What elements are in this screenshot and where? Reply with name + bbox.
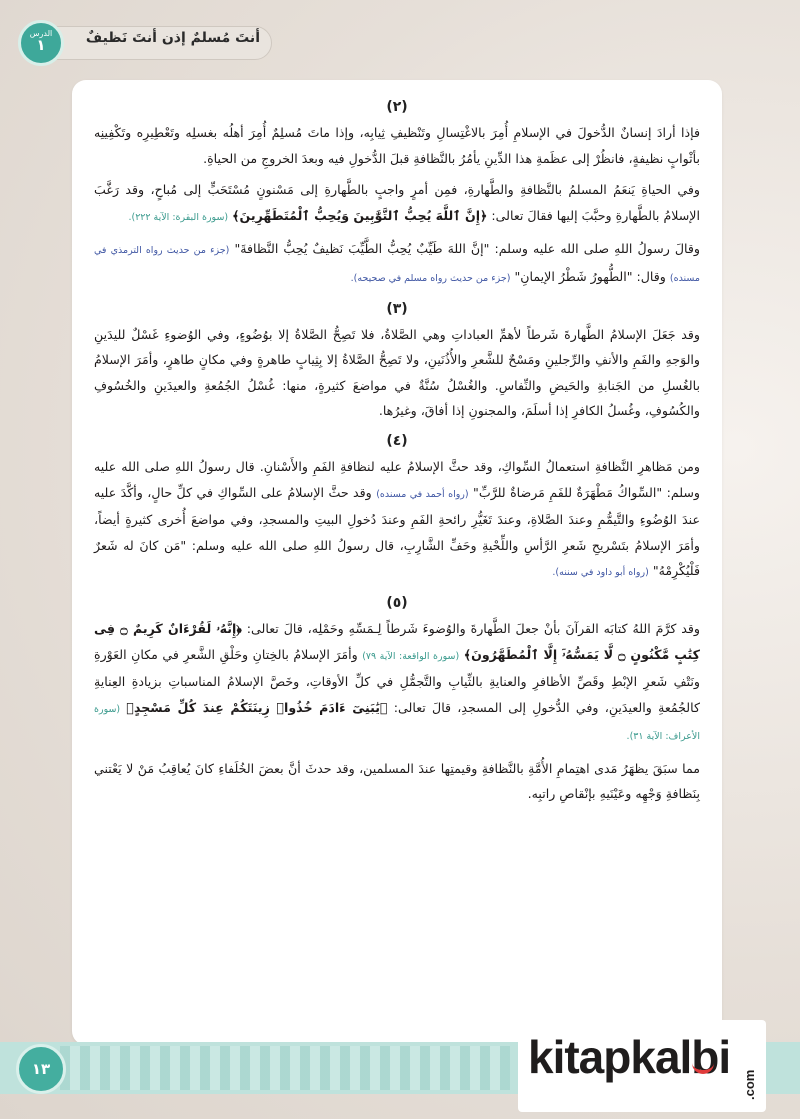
paragraph: وفي الحياةِ يَنعَمُ المسلمُ بالنَّظافةِ والطَّهارةِ، فمِن أمرٍ واجبٍ بالطَّهارةِ إلى مَسْنونٍ مُسْتَحَبٍّ إلى مُباحٍ، وقد رَغَّبَ الإسلامُ بالطَّهارةِ وحبَّبَ إليها فقالَ تعالى: ﴿إِنَّ ٱللَّهَ يُحِبُّ ٱلتَّوَّٰبِينَ وَيُحِبُّ ٱلْمُتَطَهِّرِينَ﴾ (سورة البقرة: الآية ٢٢٢).: [94, 182, 700, 223]
paragraph: مما سبَقَ يظهَرُ مَدى اهتِمامِ الأُمَّةِ بالنَّظافةِ وقيمتِها عندَ المسلمين، وقد حدثَ أنَّ بعضَ الخُلَفاءِ كانَ يُعاقِبُ مَنْ لا يَعْتني بِنَظافةِ وَجْهِه وعَيْنَيهِ بإنْقاصِ راتبِه.: [94, 760, 700, 802]
section-number: (٣): [386, 300, 408, 317]
paragraph: وقد جَعَلَ الإسلامُ الطَّهارةَ شَرطاً لأهمِّ العباداتِ وهي الصَّلاةُ، فلا تَصِحُّ الصَّلاةُ إلا بوُضُوءٍ، وفي الوُضوءِ غَسْلٌ لليدَينِ والوَجهِ والفَمِ والأنفِ والرِّجلينِ ومَسْحٌ للشَّعرِ والأُذُنَينِ، ولا تَصِحُّ الصَّلاةُ إلا بِثِيابٍ طاهرةٍ وفي مكانٍ طاهرٍ، وأمَرَ الإسلامُ بالغُسلِ من الجَنابةِ والحَيضِ والنِّفاسِ. والغُسْلُ سُنَّةٌ في مواضعَ كثيرةٍ، منها: غُسْلُ الجُمُعةِ والعيدَينِ والخُسُوفِ والكُسُوفِ، وغُسلُ الكافرِ إذا أسلَمَ، والمجنونِ إذا أفاقَ، وغيرُها.: [94, 326, 700, 419]
section-number: (٥): [386, 594, 408, 611]
lesson-title: أنتَ مُسلمٌ إذن أنتَ نَظيفٌ: [85, 30, 260, 46]
hadith-citation: (جزء من حديث رواه مسلم في صحيحه).: [350, 272, 511, 284]
page-number: ١٣: [16, 1044, 66, 1094]
lesson-label: الدرس: [29, 29, 53, 38]
verse-reference: (سورة الأعراف: الآية ٣١).: [94, 703, 700, 743]
footer-ornament: [60, 1046, 510, 1090]
paragraph: وقد كرَّمَ اللهُ كتابَه القرآنَ بأنْ جعلَ الطَّهارةَ والوُضوءَ شَرطاً لِـمَسِّهِ وحَمْلِه، قالَ تعالى: ﴿إِنَّهُۥ لَقُرْءَانٌ كَرِيمٌ ۝ فِى كِتَٰبٍ مَّكْنُونٍ ۝ لَّا يَمَسُّهُۥٓ إِلَّا ٱلْمُطَهَّرُونَ﴾ (سورة الواقعة: الآية ٧٩) وأمَرَ الإسلامُ بالخِتانِ وحَلْقِ الشَّعرِ في مكانِ العَوْرةِ ونَتْفِ شَعرِ الإبْطِ وقَصِّ الأظافرِ والعنايةِ بالثِّيابِ والتَّجمُّلِ في كلِّ الأوقاتِ، وخَصَّ الإسلامُ المناسباتِ بزيادةِ العِنايةِ كالجُمُعةِ والعيدَينِ، وفي الدُّخولِ إلى المسجدِ، قالَ تعالى: ﴿يَٰبَنِىٓ ءَادَمَ خُذُوا۟ زِينَتَكُمْ عِندَ كُلِّ مَسْجِدٍ﴾ (سورة الأعراف: الآية ٣١).: [94, 620, 701, 743]
section-number: (٢): [386, 99, 408, 115]
lesson-text: [94, 94, 700, 813]
paragraph: وقالَ رسولُ اللهِ صلى الله عليه وسلم: "إنَّ اللهَ طَيِّبٌ يُحِبُّ الطَّيِّبَ نَظيفٌ يُحِبُّ النَّظافةَ" (جزء من حديث رواه الترمذي في مسنده) وقال: "الطُّهورُ شَطْرُ الإيمانِ" (جزء من حديث رواه مسلم في صحيحه).: [94, 241, 700, 284]
hadith-citation: (جزء من حديث رواه الترمذي في مسنده): [94, 245, 700, 284]
verse-reference: (سورة البقرة: الآية ٢٢٢).: [128, 211, 229, 223]
hadith-citation: (رواه أحمد في مسنده): [376, 488, 469, 500]
lesson-badge: [18, 20, 64, 66]
paragraph: فإذا أرادَ إنسانٌ الدُّخولَ في الإسلامِ أُمِرَ بالاغْتِسالِ وتَنْظيفِ ثِيابِه، وإذا ماتَ مُسلِمٌ أُمِرَ أهلُه بغسلِه وتَعْطِيرِه وتَكْفِينِه بأثْوابٍ نظيفةٍ، فانظُرْ إلى عظَمةِ هذا الدِّينِ يأمُرُ بالنَّظافةِ قبلَ الدُّخولِ فيه وبعدَ الخروجِ من الحياةِ.: [94, 125, 700, 166]
content-card: [72, 80, 722, 1045]
quran-verse: ﴿يَٰبَنِىٓ ءَادَمَ خُذُوا۟ زِينَتَكُمْ عِندَ كُلِّ مَسْجِدٍ﴾: [126, 699, 388, 715]
lesson-header: [18, 20, 278, 66]
hadith-citation: (رواه أبو داود في سننه).: [552, 567, 649, 579]
watermark-logo: kitapkalbi: [528, 1031, 731, 1083]
lesson-number: ١: [36, 36, 46, 54]
section-number: (٤): [386, 432, 408, 449]
paragraph: ومن مَظاهرِ النَّظافةِ استعمالُ السِّواكِ، وقد حثَّ الإسلامُ عليه لنظافةِ الفَمِ والأَسْنانِ. قال رسولُ اللهِ صلى الله عليه وسلم: "السِّواكُ مَطْهَرَةٌ للفَمِ مَرضاةٌ للرَّبِّ" (رواه أحمد في مسنده) وقد حثَّ الإسلامُ على السِّواكِ في كلِّ حالٍ، وأكَّدَ عليه عندَ الوُضُوءِ والتَّيمُّمِ وعندَ الصَّلاةِ، وعندَ تَغَيُّرِ رائحةِ الفَمِ وعندَ دُخولِ البيتِ والمسجدِ، وفي مواضعَ أُخرى كثيرةٍ أيضاً، وأمَرَ الإسلامُ بتَسْريحِ شَعرِ الرَّأسِ واللِّحْيةِ وحَفِّ الشَّارِبِ، قال رسولُ اللهِ صلى الله عليه وسلم: "مَن كانَ له شَعرٌ فَلْيُكْرِمْهُ" (رواه أبو داود في سننه).: [94, 458, 701, 579]
verse-reference: (سورة الواقعة: الآية ٧٩): [362, 650, 460, 662]
quran-verse: ﴿إِنَّ ٱللَّهَ يُحِبُّ ٱلتَّوَّٰبِينَ وَيُحِبُّ ٱلْمُتَطَهِّرِينَ﴾: [232, 207, 488, 223]
quran-verse: ﴿إِنَّهُۥ لَقُرْءَانٌ كَرِيمٌ ۝ فِى كِتَٰبٍ مَّكْنُونٍ ۝ لَّا يَمَسُّهُۥٓ إِلَّا ٱلْمُطَهَّرُونَ﴾: [94, 620, 700, 662]
watermark-domain: .com: [742, 1069, 757, 1100]
